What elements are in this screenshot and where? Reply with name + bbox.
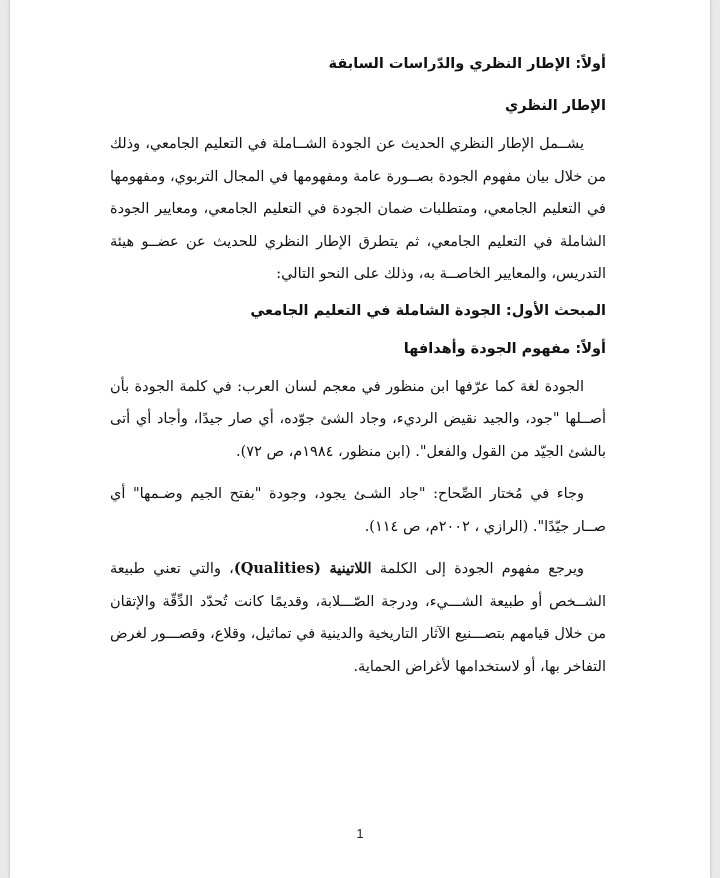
subheading: الإطار النظري xyxy=(504,98,606,114)
document-page xyxy=(10,0,710,878)
page-number: 1 xyxy=(356,826,364,841)
intro-paragraph: يشــمل الإطار النظري الحديث عن الجودة الشــاملة في التعليم الجامعي، وذلك من خلال بيان مفهوم الجودة بصــورة عامة ومفهومها في المجال التربوي، ومفهومها في التعليم الجامعي، ومتطلبات ضمان الجودة في التعليم الجامعي، ومعايير الجودة الشاملة في التعليم الجامعي، ثم يتطرق الإطار النظري للحديث عن عضــو هيئة التدريس، والمعايير الخاصــة به، وذلك على النحو التالي: xyxy=(110,136,606,282)
paragraph-latin-origin xyxy=(110,553,606,683)
paragraph-4-before: ويرجع مفهوم الجودة إلى الكلمة xyxy=(371,561,584,577)
topic-heading: أولاً: مفهوم الجودة وأهدافها xyxy=(403,340,606,357)
section-heading: أولاً: الإطار النظري والدّراسات السابقة xyxy=(328,56,606,72)
latin-term: اللاتينية (Qualities) xyxy=(233,560,372,577)
paragraph-mukhtar-sihah: وجاء في مُختار الصِّحاح: "جاد الشـئ يجود، وجودة "بفتح الجيم وضـمها" أي صــار جيّدًا". (الرازي ، ٢٠٠٢م، ص ١١٤). xyxy=(110,486,606,535)
page-content xyxy=(110,50,606,683)
paragraph-language-definition: الجودة لغة كما عرّفها ابن منظور في معجم لسان العرب: في كلمة الجودة بأن أصــلها "جود، والجيد نقيض الرديء، وجاد الشئ جوّده، أي صار جيدًا، وأجاد أي أتى بالشئ الجيّد من القول والفعل". (ابن منظور، ١٩٨٤م، ص ٧٢). xyxy=(110,378,606,460)
chapter-heading: المبحث الأول: الجودة الشاملة في التعليم الجامعي xyxy=(250,302,606,319)
paragraph-4-after: ، والتي تعني طبيعة الشــخص أو طبيعة الشـــيء، ودرجة الصّـــلابة، وقديمًا كانت تُحدّد الدِّقّة والإتقان من خلال قيامهم بتصـــنيع الآثار التاريخية والدينية في تماثيل، وقلاع، وقصـــور لغرض التفاخر بها، أو لاستخدامها لأغراض الحماية. xyxy=(110,561,606,675)
